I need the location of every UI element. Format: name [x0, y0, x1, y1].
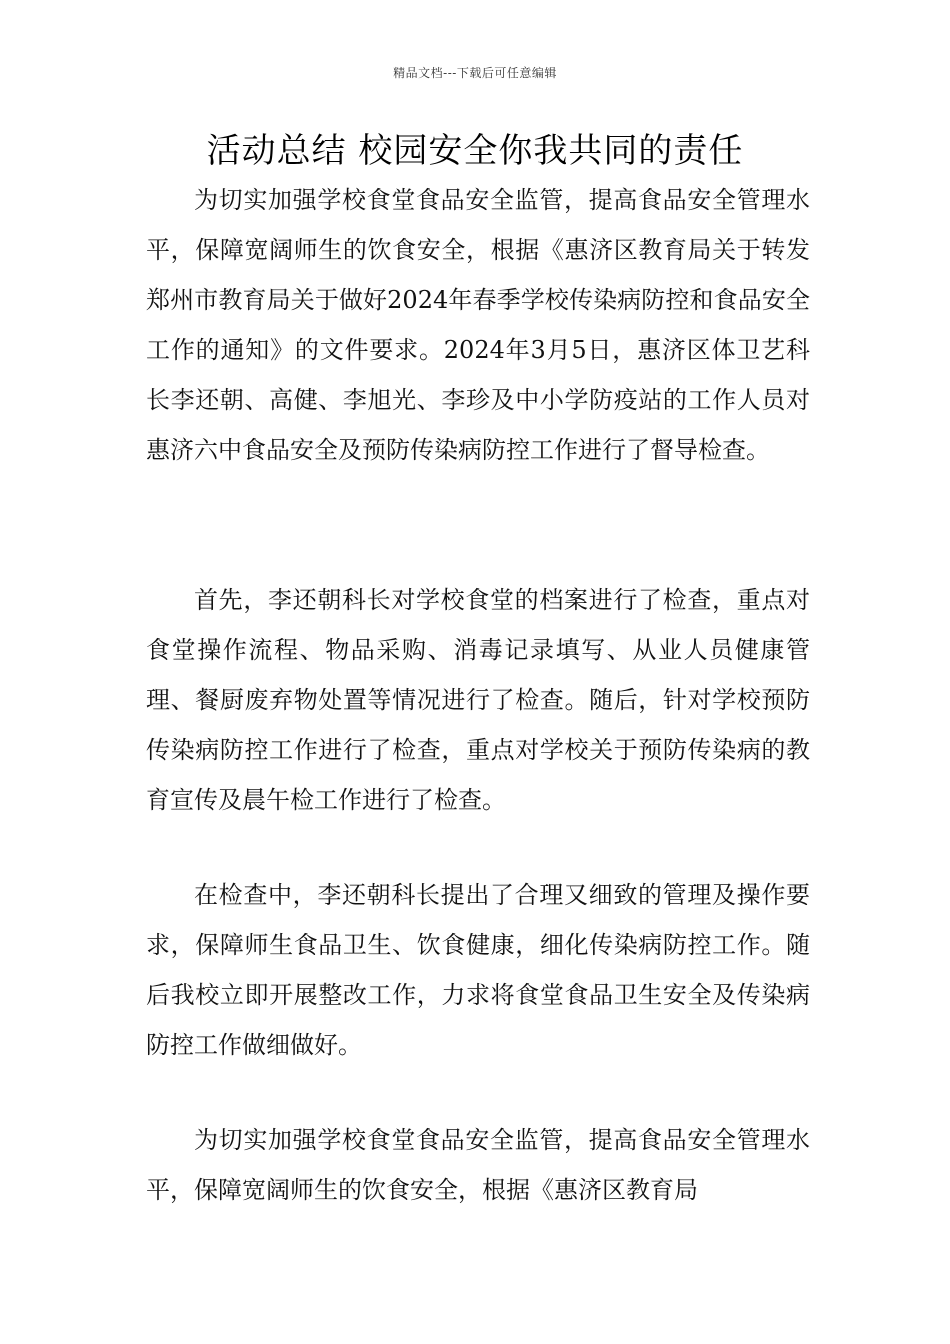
paragraph-3 [146, 870, 810, 1070]
paragraph-text: 为切实加强学校食堂食品安全监管，提高食品安全管理水平，保障宽阔师生的饮食安全，根据《惠济区教育局关于转发郑州市教育局关于做好2024年春季学校传染病防控和食品安全工作的通知》的文件要求。2024年3月5日，惠济区体卫艺科长李还朝、高健、李旭光、李珍及中小学防疫站的工作人员对惠济六中食品安全及预防传染病防控工作进行了督导检查。 [146, 186, 810, 464]
header-note: 精品文档---下载后可任意编辑 [393, 66, 557, 80]
paragraph-text: 首先，李还朝科长对学校食堂的档案进行了检查，重点对食堂操作流程、物品采购、消毒记录填写、从业人员健康管理、餐厨废弃物处置等情况进行了检查。随后，针对学校预防传染病防控工作进行了检查，重点对学校关于预防传染病的教育宣传及晨午检工作进行了检查。 [146, 586, 810, 814]
paragraph-text: 在检查中，李还朝科长提出了合理又细致的管理及操作要求，保障师生食品卫生、饮食健康，细化传染病防控工作。随后我校立即开展整改工作，力求将食堂食品卫生安全及传染病防控工作做细做好。 [146, 881, 810, 1059]
paragraph-1 [146, 175, 810, 475]
paragraph-4 [146, 1115, 810, 1215]
paragraph-text: 为切实加强学校食堂食品安全监管，提高食品安全管理水平，保障宽阔师生的饮食安全，根据《惠济区教育局 [146, 1126, 810, 1204]
paragraph-2 [146, 575, 810, 825]
document-title: 活动总结 校园安全你我共同的责任 [206, 131, 744, 171]
